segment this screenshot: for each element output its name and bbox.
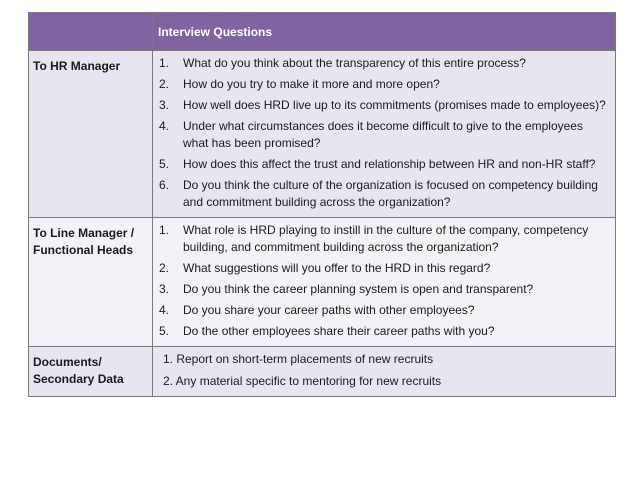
question-item [157,177,611,211]
question-text: How do you try to make it more and more open? [183,77,440,91]
question-text: What suggestions will you offer to the HRD in this regard? [183,261,491,275]
section-row-line-manager [29,218,616,347]
section-row-documents [29,347,616,397]
header-questions-title: Interview Questions [153,13,616,51]
item-number: 2. [159,261,170,275]
question-item [157,97,611,114]
question-text: Do you think the career planning system is open and transparent? [183,282,534,296]
item-number: 3. [159,282,170,296]
section-label: To HR Manager [29,51,153,218]
item-number: 5. [159,157,170,171]
item-number: 4. [159,119,170,133]
document-item: 1. Report on short-term placements of new recruits [163,352,434,366]
question-list [157,222,611,340]
question-text: Under what circumstances does it become difficult to give to the employees what has been promised? [183,119,583,150]
question-text: What role is HRD playing to instill in the culture of the company, competency building, and commitment building across the organization? [183,223,589,254]
item-number: 6. [159,178,170,192]
item-number: 4. [159,303,170,317]
question-item [157,156,611,173]
question-list [157,55,611,211]
item-number: 2. [159,77,170,91]
question-cell [153,218,616,347]
question-item [157,222,611,256]
question-item [157,118,611,152]
item-number: 1. [159,223,170,237]
question-text: How well does HRD live up to its commitments (promises made to employees)? [183,98,606,112]
question-item [157,55,611,72]
document-list [157,351,611,390]
document-item: 2. Any material specific to mentoring for new recruits [163,374,442,388]
question-cell [153,51,616,218]
question-item [157,76,611,93]
item-number: 5. [159,324,170,338]
header-empty-cell [29,13,153,51]
question-item [157,260,611,277]
item-number: 1. [159,56,170,70]
question-text: Do you think the culture of the organization is focused on competency building and commitment building across the organization? [183,178,598,209]
question-item [157,281,611,298]
question-item [157,323,611,340]
header-row [29,13,616,51]
section-row-hr-manager [29,51,616,218]
document-cell [153,347,616,397]
question-text: Do the other employees share their career paths with you? [183,324,495,338]
question-text: How does this affect the trust and relationship between HR and non-HR staff? [183,157,596,171]
interview-questions-table [28,12,616,397]
section-label: Documents/ Secondary Data [29,347,153,397]
question-text: Do you share your career paths with other employees? [183,303,475,317]
section-label: To Line Manager / Functional Heads [29,218,153,347]
question-text: What do you think about the transparency of this entire process? [183,56,526,70]
item-number: 3. [159,98,170,112]
question-item [157,302,611,319]
